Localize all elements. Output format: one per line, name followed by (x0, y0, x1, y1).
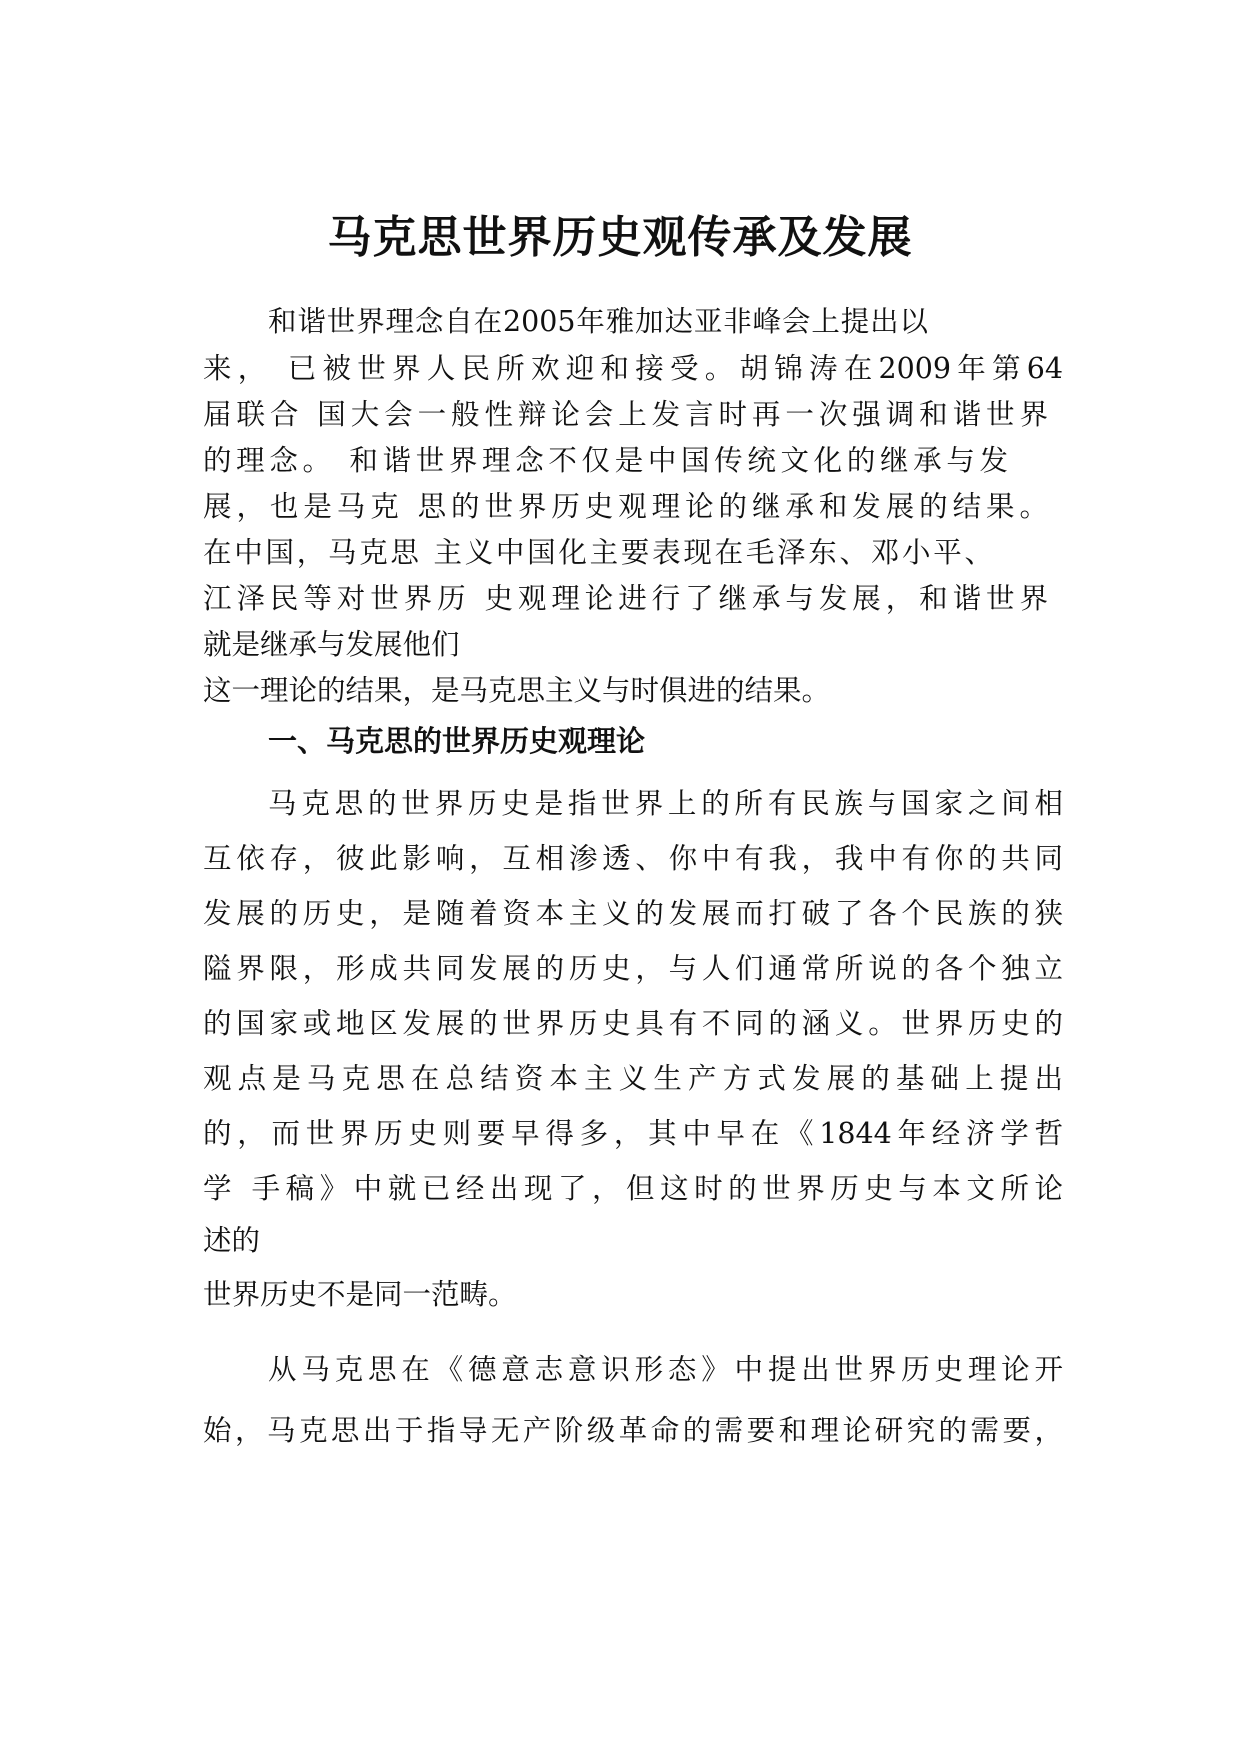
paragraph-line: 的理念。 和谐世界理念不仅是中国传统文化的继承与发 (203, 444, 1008, 477)
paragraph-line: 互依存，彼此影响，互相渗透、你中有我，我中有你的共同 (203, 842, 1063, 875)
paragraph-line: 来， 已被世界人民所欢迎和接受。胡锦涛在2009年第64 (203, 352, 1063, 385)
paragraph-line: 发展的历史，是随着资本主义的发展而打破了各个民族的狭 (203, 897, 1063, 930)
paragraph-line: 学 手稿》中就已经出现了，但这时的世界历史与本文所论 (203, 1172, 1063, 1205)
paragraph-line: 马克思的世界历史是指世界上的所有民族与国家之间相 (268, 787, 1063, 820)
paragraph-line: 这一理论的结果，是马克思主义与时俱进的结果。 (203, 674, 831, 707)
paragraph-line: 在中国，马克思 主义中国化主要表现在毛泽东、邓小平、 (203, 536, 993, 569)
paragraph-line: 的国家或地区发展的世界历史具有不同的涵义。世界历史的 (203, 1007, 1063, 1040)
paragraph-line: 世界历史不是同一范畴。 (203, 1278, 517, 1311)
paragraph-line: 展，也是马克 思的世界历史观理论的继承和发展的结果。 (203, 490, 1048, 523)
paragraph-line: 观点是马克思在总结资本主义生产方式发展的基础上提出 (203, 1062, 1063, 1095)
document-title: 马克思世界历史观传承及发展 (327, 212, 913, 263)
paragraph-line: 述的 (203, 1224, 261, 1257)
paragraph-line: 始，马克思出于指导无产阶级革命的需要和理论研究的需要， (203, 1414, 1063, 1447)
paragraph-line: 届联合 国大会一般性辩论会上发言时再一次强调和谐世界 (203, 398, 1048, 431)
paragraph-line: 和谐世界理念自在2005年雅加达亚非峰会上提出以 (268, 305, 928, 338)
paragraph-line: 的，而世界历史则要早得多，其中早在《1844年经济学哲 (203, 1117, 1063, 1150)
paragraph-line: 就是继承与发展他们 (203, 628, 460, 661)
paragraph-line: 隘界限，形成共同发展的历史，与人们通常所说的各个独立 (203, 952, 1063, 985)
paragraph-line: 从马克思在《德意志意识形态》中提出世界历史理论开 (268, 1353, 1063, 1386)
paragraph-line: 江泽民等对世界历 史观理论进行了继承与发展，和谐世界 (203, 582, 1048, 615)
section-heading: 一、马克思的世界历史观理论 (268, 724, 646, 758)
